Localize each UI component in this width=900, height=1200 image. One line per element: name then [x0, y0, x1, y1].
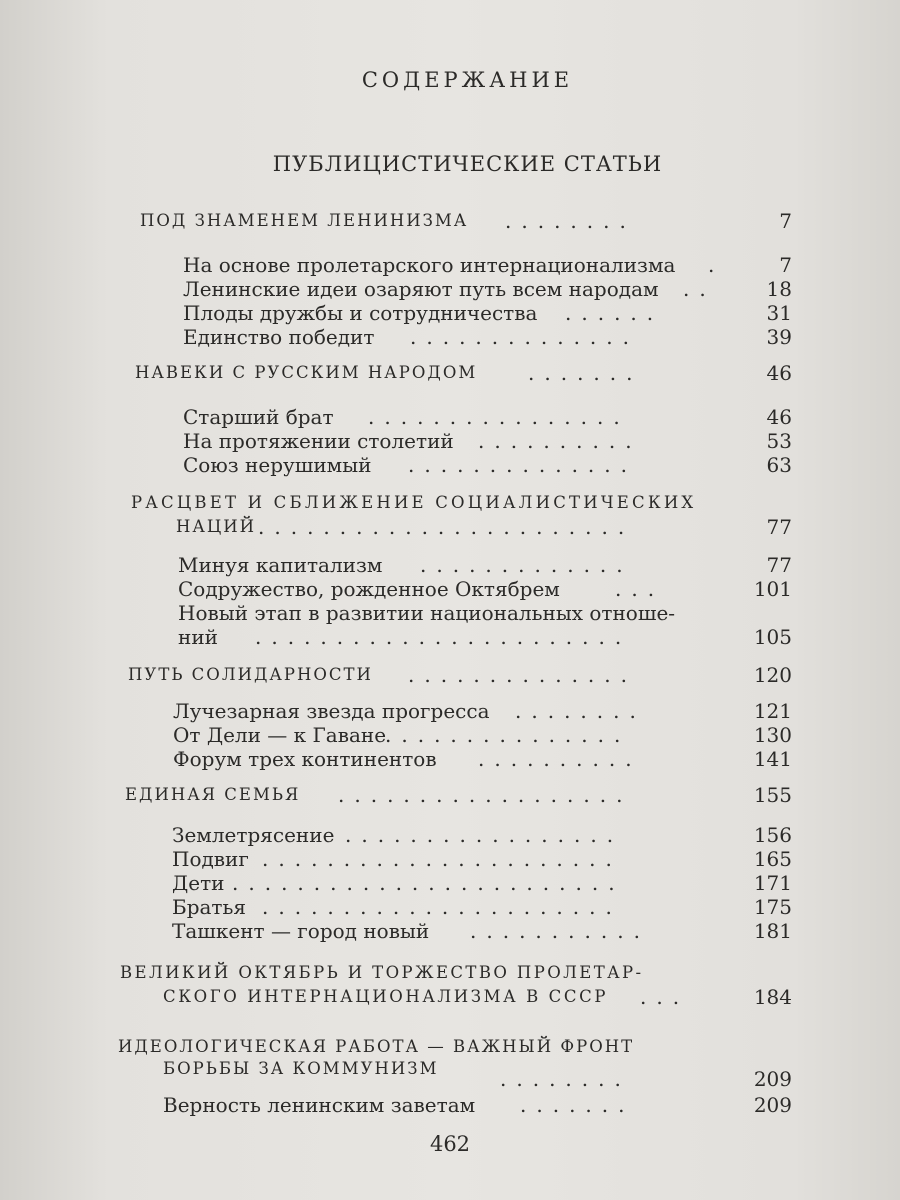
- toc-entry-title: Братья: [172, 895, 246, 919]
- toc-entry: [0, 1090, 900, 1120]
- leader-dots: ...............: [385, 723, 631, 747]
- toc-entry-title: ЕДИНАЯ СЕМЬЯ: [125, 785, 301, 804]
- leader-dots: ..............: [408, 453, 638, 477]
- toc-entry: [0, 512, 900, 542]
- toc-entry-title: Лучезарная звезда прогресса: [173, 699, 490, 723]
- toc-entry-page: 181: [753, 919, 792, 943]
- toc-entry-title: Плоды дружбы и сотрудничества: [183, 301, 538, 325]
- leader-dots: ......................: [262, 847, 622, 871]
- leader-dots: .......................: [258, 515, 635, 539]
- toc-entry-page: 155: [753, 783, 792, 807]
- toc-entry-title: Землетрясение: [172, 823, 335, 847]
- toc-entry-page: 141: [753, 747, 792, 771]
- toc-entry-title: СКОГО ИНТЕРНАЦИОНАЛИЗМА В СССР: [163, 987, 609, 1006]
- leader-dots: .......: [528, 361, 643, 385]
- toc-entry-title: ПОД ЗНАМЕНЕМ ЛЕНИНИЗМА: [140, 211, 469, 230]
- leader-dots: ..........: [478, 747, 642, 771]
- leader-dots: .......: [520, 1093, 635, 1117]
- toc-entry-title: На основе пролетарского интернационализма: [183, 253, 676, 277]
- toc-entry: [0, 916, 900, 946]
- toc-entry-page: 63: [766, 453, 792, 477]
- toc-entry-page: 31: [766, 301, 792, 325]
- leader-dots: ..............: [410, 325, 640, 349]
- leader-dots: ..............: [408, 663, 638, 687]
- leader-dots: ..........: [478, 429, 642, 453]
- leader-dots: ........: [505, 209, 636, 233]
- toc-entry: [0, 206, 900, 236]
- leader-dots: ...........: [470, 919, 650, 943]
- toc-entry-page: 39: [766, 325, 792, 349]
- section-subtitle: ПУБЛИЦИСТИЧЕСКИЕ СТАТЬИ: [272, 152, 663, 176]
- toc-entry: [0, 322, 900, 352]
- toc-entry-page: 184: [753, 985, 792, 1009]
- toc-entry-page: 7: [779, 209, 792, 233]
- leader-dots: ...: [615, 577, 665, 601]
- leader-dots: ..................: [338, 783, 633, 807]
- toc-entry: [0, 450, 900, 480]
- toc-entry: [0, 660, 900, 690]
- toc-entry-title: Содружество, рожденное Октябрем: [178, 577, 560, 601]
- toc-entry-page: 130: [753, 723, 792, 747]
- leader-dots: ........................: [232, 871, 625, 895]
- toc-entry-page: 7: [779, 253, 792, 277]
- toc-entry: [0, 780, 900, 810]
- leader-dots: .......................: [255, 625, 632, 649]
- toc-entry-page: 46: [766, 361, 792, 385]
- toc-entry-page: 121: [753, 699, 792, 723]
- toc-entry: [0, 982, 900, 1012]
- toc-entry-title: Дети: [172, 871, 225, 895]
- toc-entry-page: 209: [753, 1067, 792, 1091]
- toc-entry-title: Новый этап в развитии национальных отноше-: [178, 601, 676, 625]
- toc-entry-page: 171: [753, 871, 792, 895]
- toc-entry-title: Подвиг: [172, 847, 249, 871]
- toc-entry: [0, 622, 900, 652]
- toc-entry-page: 156: [753, 823, 792, 847]
- toc-entry-title: НАВЕКИ С РУССКИМ НАРОДОМ: [135, 363, 478, 382]
- toc-entry-title: РАСЦВЕТ И СБЛИЖЕНИЕ СОЦИАЛИСТИЧЕСКИХ: [131, 493, 697, 512]
- toc-entry-title: Старший брат: [183, 405, 334, 429]
- toc-entry: [0, 358, 900, 388]
- toc-entry-page: 175: [753, 895, 792, 919]
- toc-entry-page: 165: [753, 847, 792, 871]
- toc-entry-page: 209: [753, 1093, 792, 1117]
- toc-entry-page: 53: [766, 429, 792, 453]
- leader-dots: .................: [345, 823, 624, 847]
- toc-entry-title: Верность ленинским заветам: [163, 1093, 476, 1117]
- page-number: 462: [429, 1132, 471, 1156]
- leader-dots: .............: [420, 553, 633, 577]
- toc-entry-title: НАЦИЙ: [176, 517, 257, 536]
- toc-entry-title: ний: [178, 625, 218, 649]
- toc-entry-title: Единство победит: [183, 325, 375, 349]
- toc-entry-title: ИДЕОЛОГИЧЕСКАЯ РАБОТА — ВАЖНЫЙ ФРОНТ: [118, 1037, 635, 1056]
- toc-entry-title: БОРЬБЫ ЗА КОММУНИЗМ: [163, 1059, 439, 1078]
- toc-entry-page: 77: [766, 553, 792, 577]
- toc-entry-title: Ленинские идеи озаряют путь всем народам: [183, 277, 659, 301]
- toc-entry-page: 120: [753, 663, 792, 687]
- toc-entry-title: Минуя капитализм: [178, 553, 383, 577]
- toc-entry-title: Форум трех континентов: [173, 747, 437, 771]
- toc-entry-title: Ташкент — город новый: [172, 919, 430, 943]
- toc-entry-title: От Дели — к Гаване: [173, 723, 387, 747]
- toc-entry-page: 101: [753, 577, 792, 601]
- toc-entry-title: Союз нерушимый: [183, 453, 372, 477]
- toc-entry: [0, 744, 900, 774]
- toc-entry-page: 18: [766, 277, 792, 301]
- leader-dots: ......................: [262, 895, 622, 919]
- leader-dots: ...: [640, 985, 690, 1009]
- page-title: СОДЕРЖАНИЕ: [361, 68, 574, 92]
- toc-entry-page: 105: [753, 625, 792, 649]
- toc-entry-title: ПУТЬ СОЛИДАРНОСТИ: [128, 665, 373, 684]
- leader-dots: ................: [368, 405, 630, 429]
- leader-dots: ..: [683, 277, 716, 301]
- toc-entry-page: 46: [766, 405, 792, 429]
- toc-entry-page: 77: [766, 515, 792, 539]
- toc-entry-title: ВЕЛИКИЙ ОКТЯБРЬ И ТОРЖЕСТВО ПРОЛЕТАР-: [120, 963, 644, 982]
- leader-dots: ........: [500, 1067, 631, 1091]
- toc-entry-title: На протяжении столетий: [183, 429, 454, 453]
- leader-dots: .: [708, 253, 725, 277]
- leader-dots: ......: [565, 301, 664, 325]
- leader-dots: ........: [515, 699, 646, 723]
